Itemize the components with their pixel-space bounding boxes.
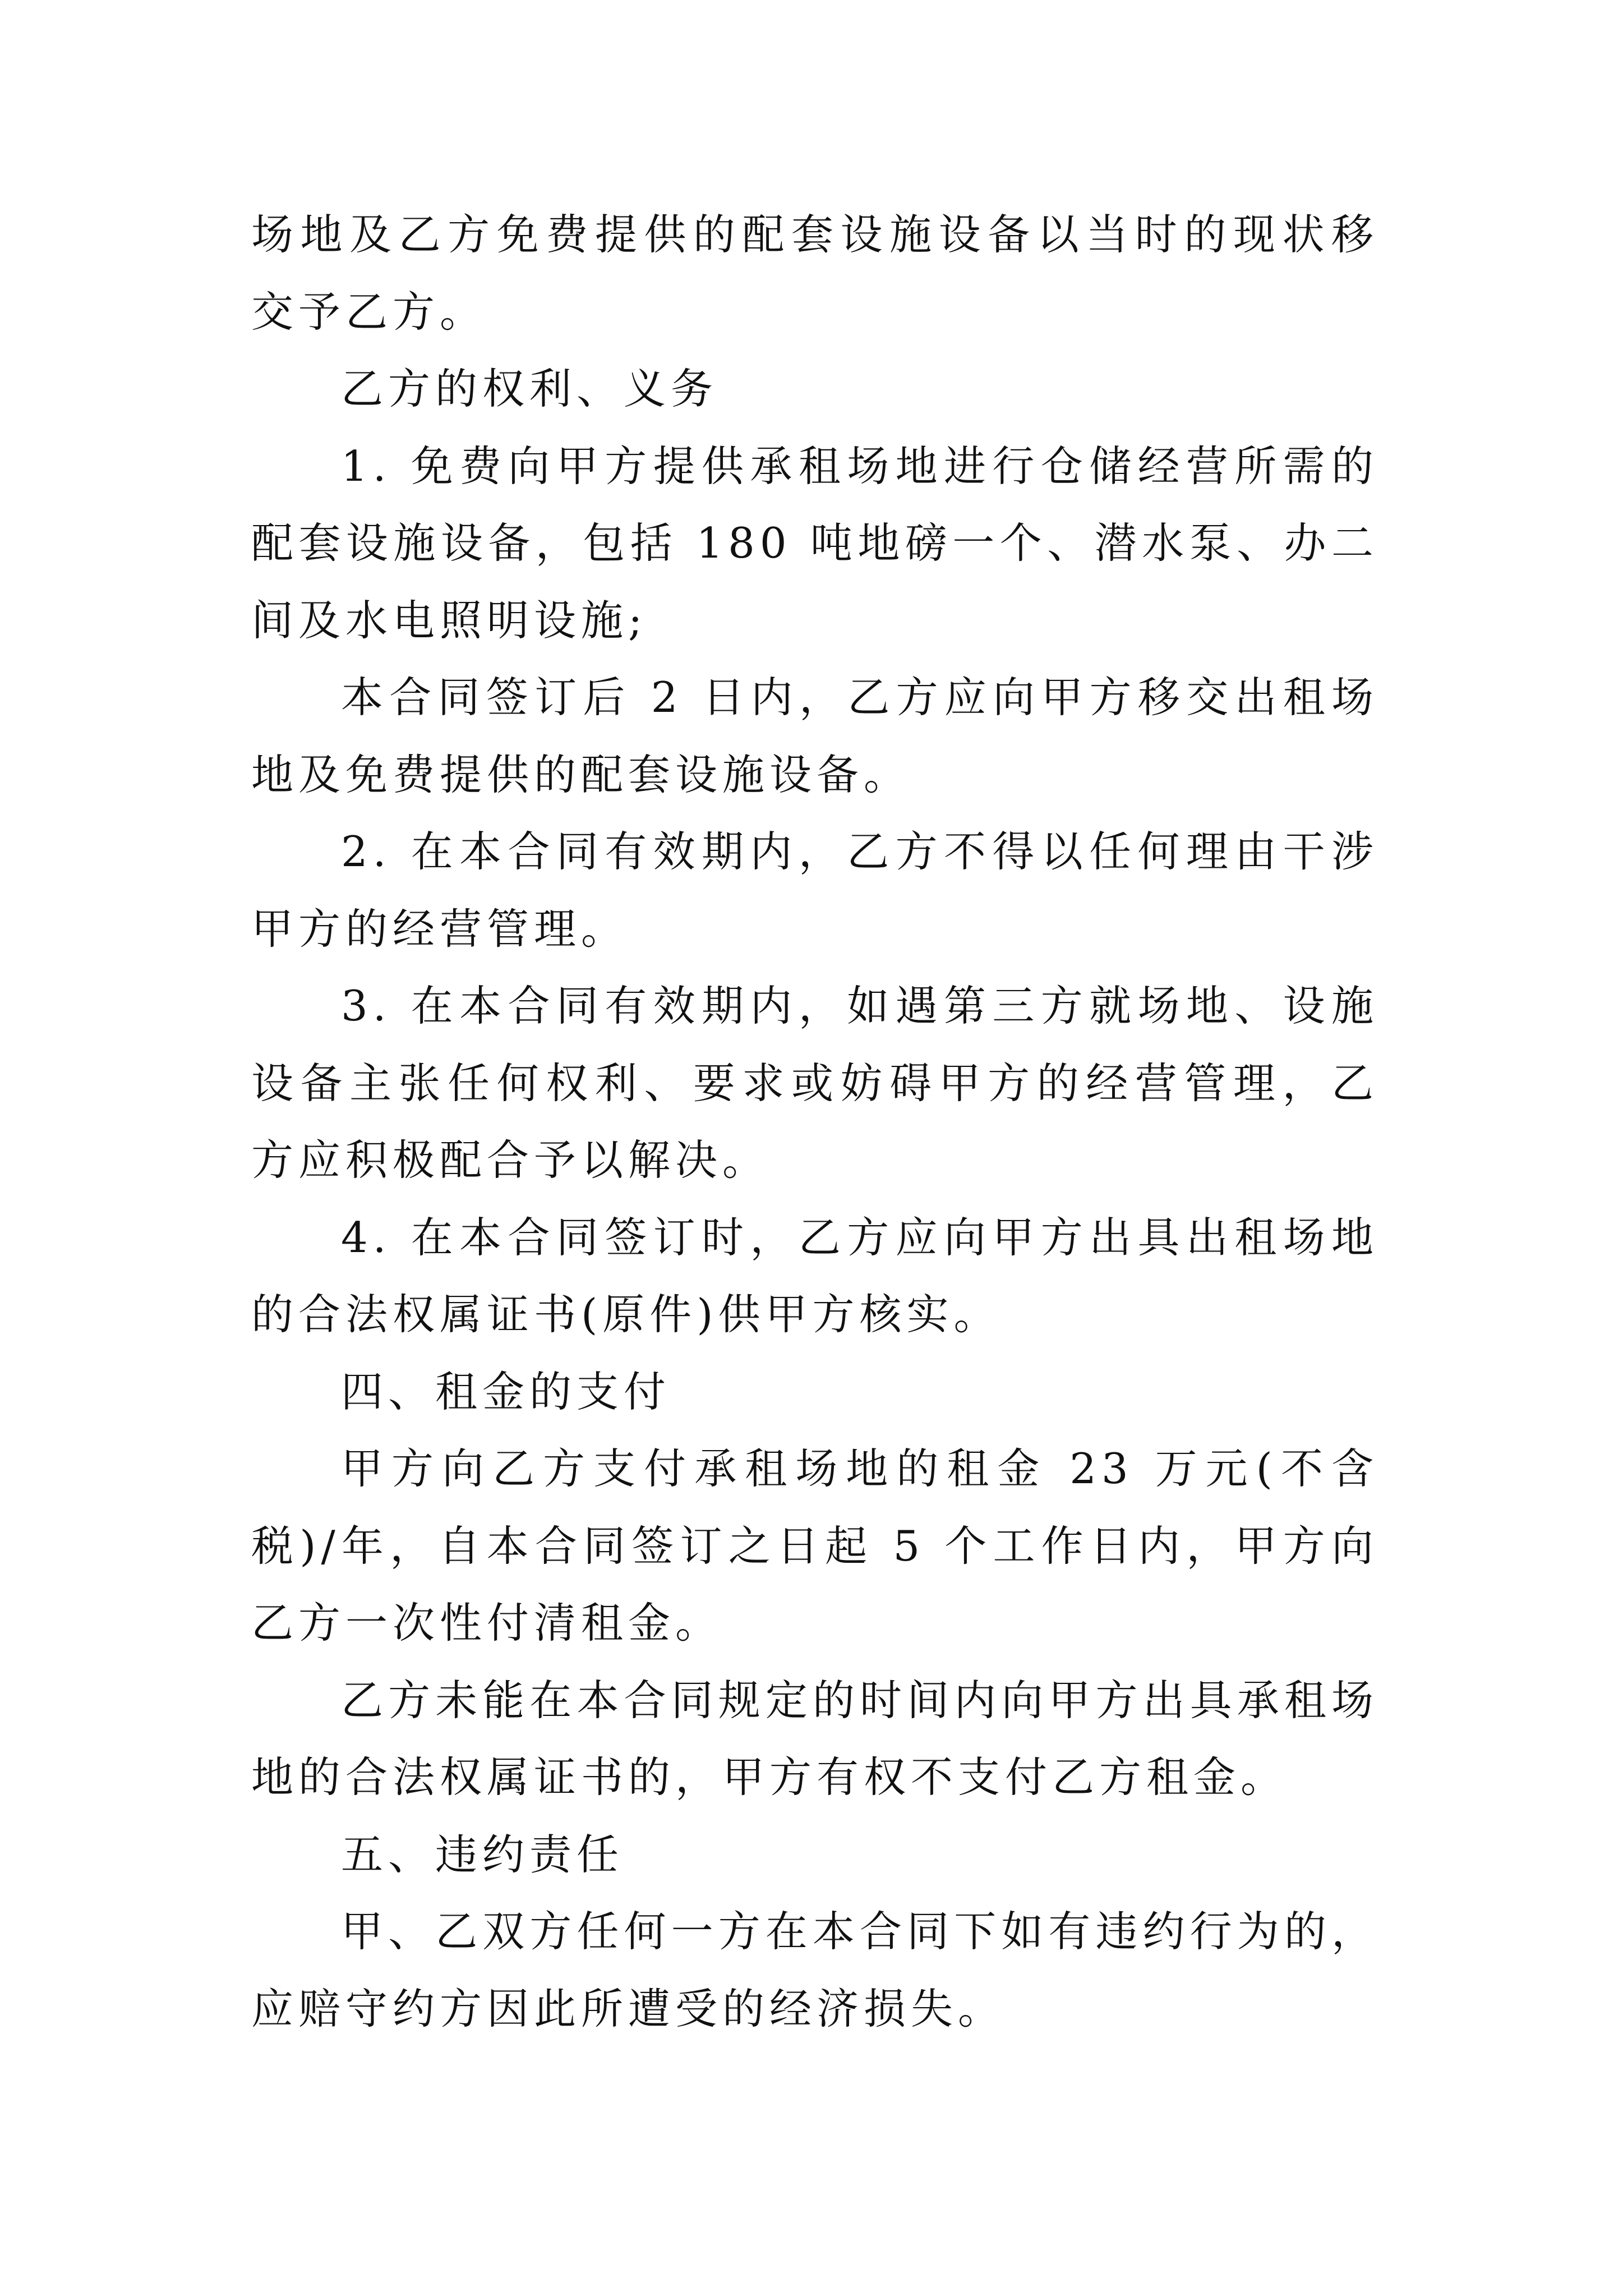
document-body	[251, 196, 1378, 2047]
heading-rent-payment: 四、租金的支付	[341, 1366, 671, 1416]
paragraph-handover-continued: 场地及乙方免费提供的配套设施设备以当时的现状移交予乙方。	[251, 210, 1378, 337]
paragraph-handover-deadline: 本合同签订后 2 日内，乙方应向甲方移交出租场地及免费提供的配套设施设备。	[251, 673, 1378, 799]
paragraph-rent-amount: 甲方向乙方支付承租场地的租金 23 万元(不含税)/年，自本合同签订之日起 5 个工作日内，甲方向乙方一次性付清租金。	[251, 1444, 1378, 1648]
paragraph-rent-withholding: 乙方未能在本合同规定的时间内向甲方出具承租场地的合法权属证书的，甲方有权不支付乙方租金。	[251, 1675, 1378, 1802]
heading-party-b-rights-obligations: 乙方的权利、义务	[341, 364, 718, 413]
clause-3-third-party: 3. 在本合同有效期内，如遇第三方就场地、设施设备主张任何权利、要求或妨碍甲方的经营管理，乙方应积极配合予以解决。	[251, 981, 1378, 1185]
paragraph-breach-compensation: 甲、乙双方任何一方在本合同下如有违约行为的，应赔守约方因此所遭受的经济损失。	[251, 1907, 1378, 2033]
clause-2-no-interference: 2. 在本合同有效期内，乙方不得以任何理由干涉甲方的经营管理。	[251, 827, 1378, 954]
clause-4-ownership-certificate: 4. 在本合同签订时，乙方应向甲方出具出租场地的合法权属证书(原件)供甲方核实。	[251, 1212, 1378, 1339]
heading-breach-liability: 五、违约责任	[341, 1829, 624, 1879]
clause-1-facilities: 1. 免费向甲方提供承租场地进行仓储经营所需的配套设施设备，包括 180 吨地磅一个、潜水泵、办二间及水电照明设施;	[251, 441, 1378, 645]
